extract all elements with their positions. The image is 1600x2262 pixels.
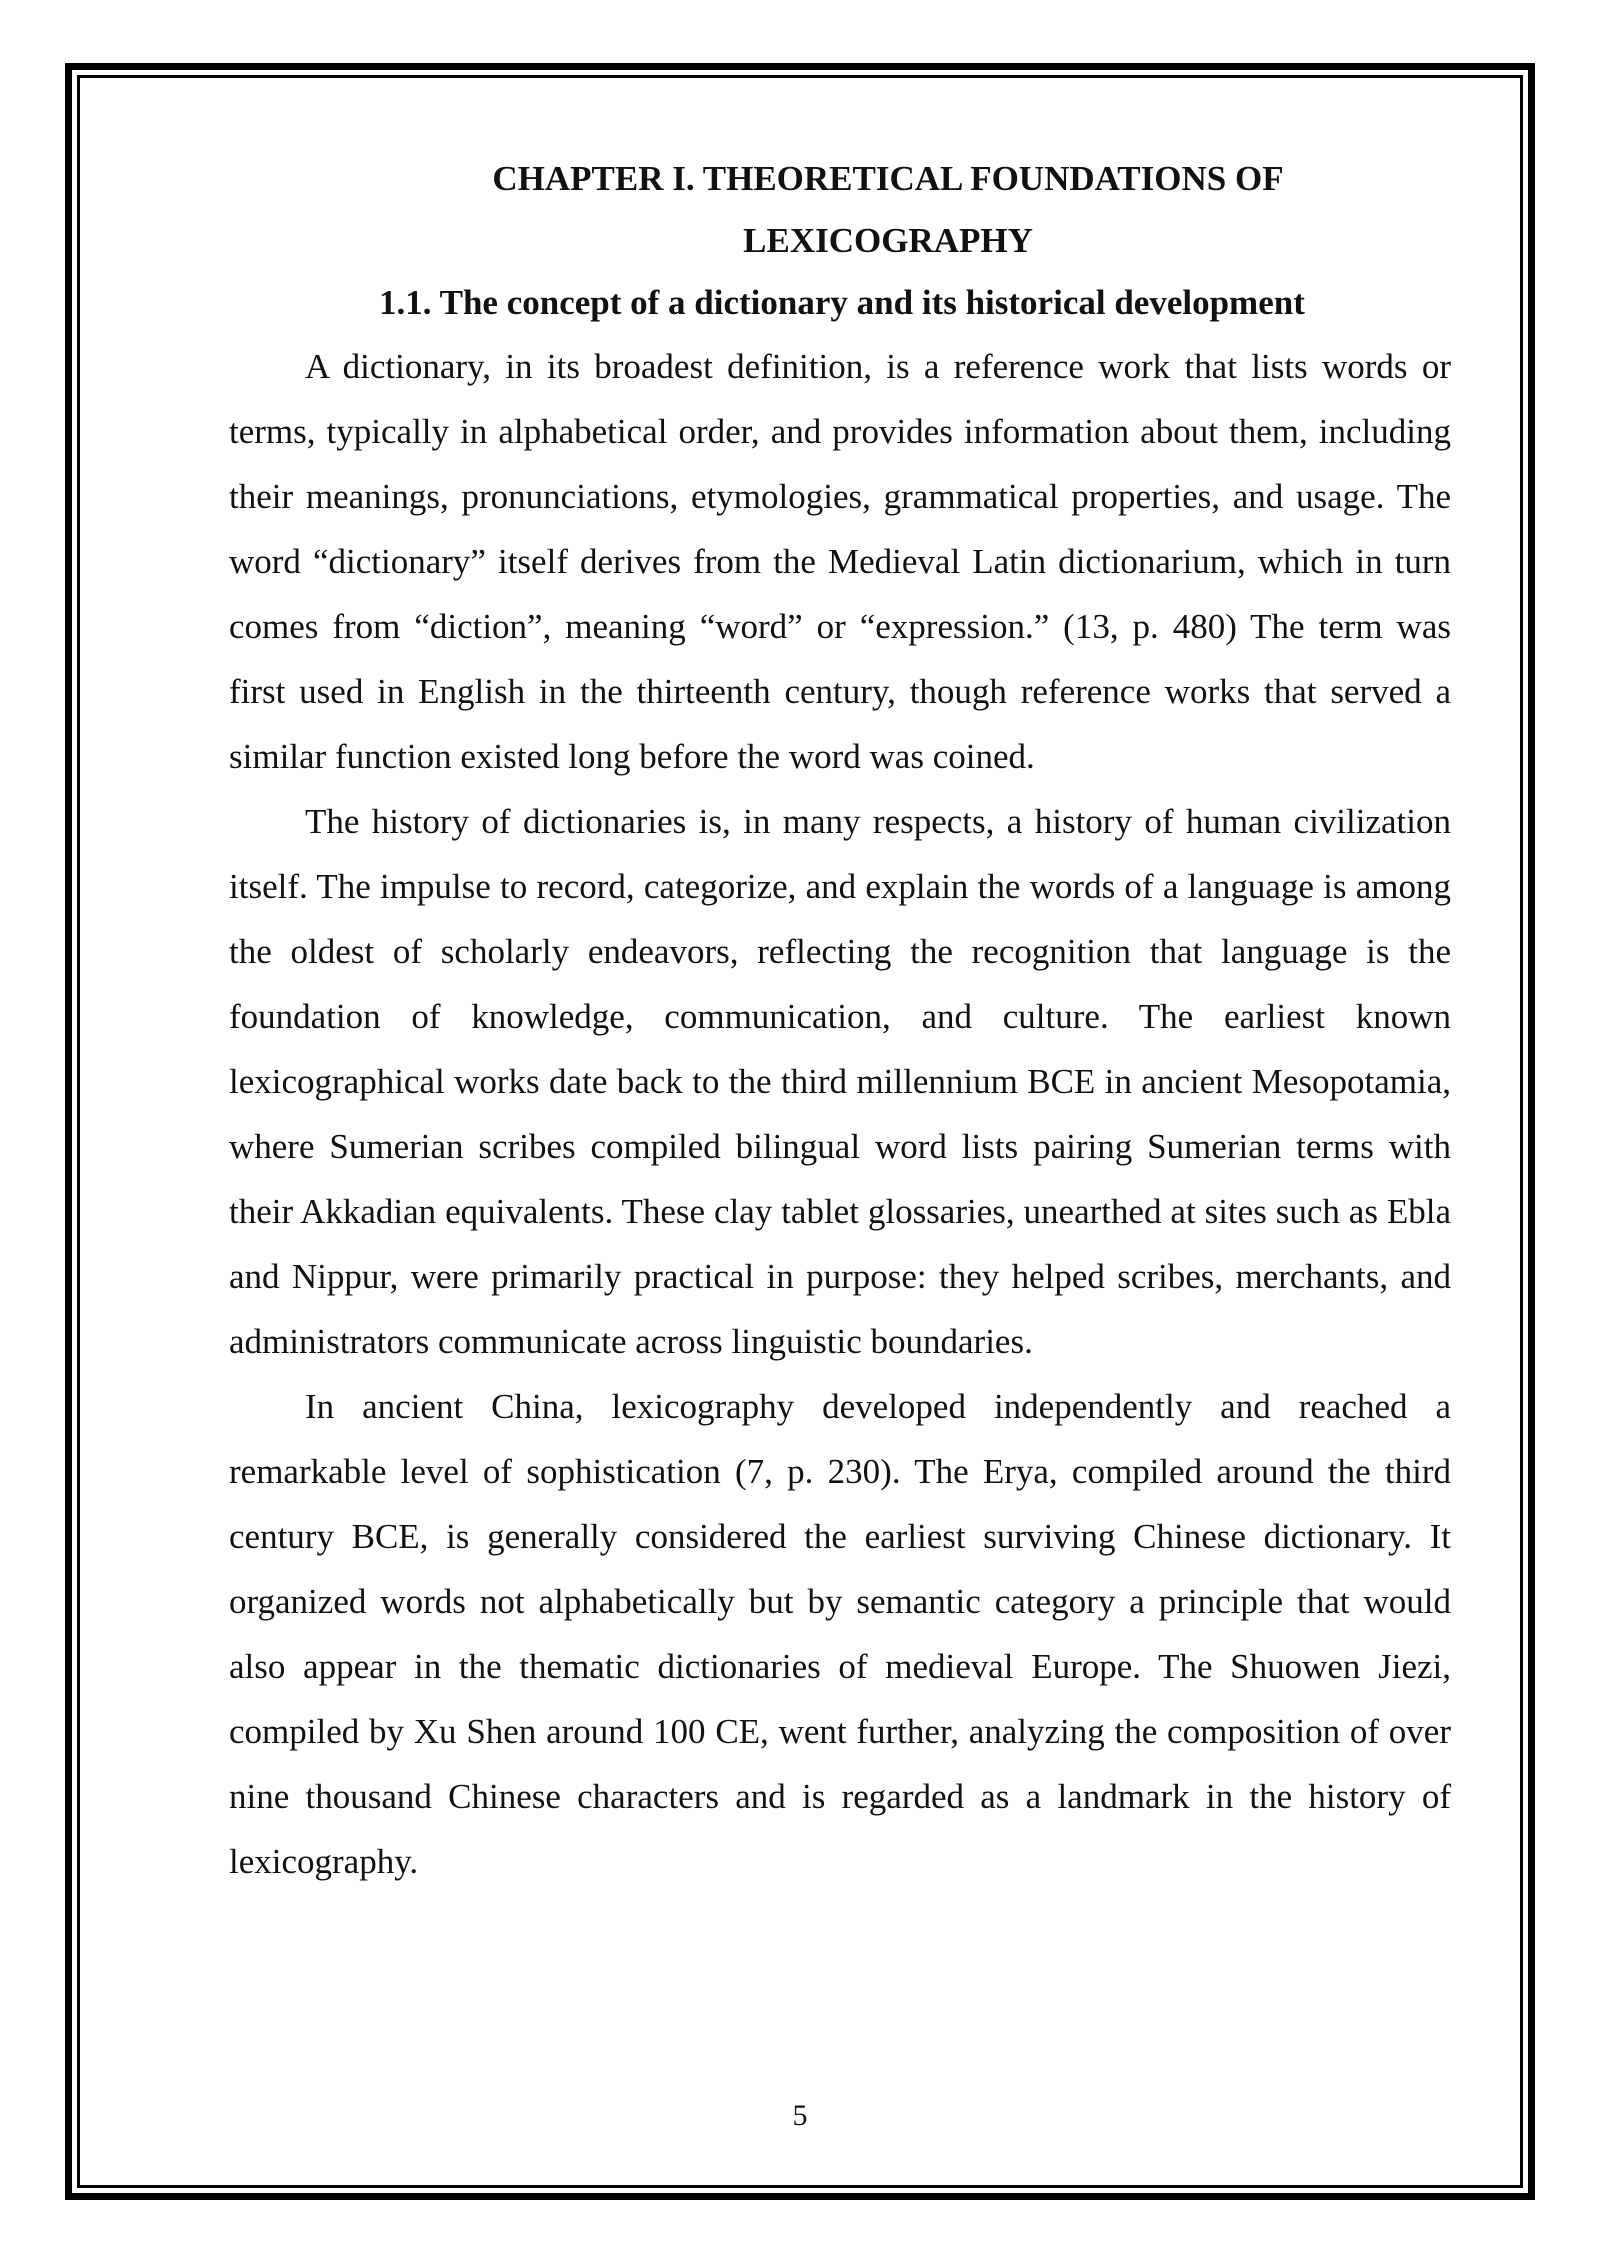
- paragraph-1: A dictionary, in its broadest definition, is a reference work that lists words or terms, typically in alphabetical order, and provides information about them, including their meanings, pronunciations, etymologies, grammatical properties, and usage. The word “dictionary” itself derives from the Medieval Latin dictionarium, which in turn comes from “diction”, meaning “word” or “expression.” (13, p. 480) The term was first used in English in the thirteenth century, though reference works that served a similar function existed long before the word was coined.: [229, 347, 1451, 776]
- page-content: [229, 148, 1451, 1894]
- page-number: 5: [792, 2099, 808, 2132]
- paragraph-3: In ancient China, lexicography developed independently and reached a remarkable level of sophistication (7, p. 230). The Erya, compiled around the third century BCE, is generally considered the earliest surviving Chinese dictionary. It organized words not alphabetically but by semantic category a principle that would also appear in the thematic dictionaries of medieval Europe. The Shuowen Jiezi, compiled by Xu Shen around 100 CE, went further, analyzing the composition of over nine thousand Chinese characters and is regarded as a landmark in the history of lexicography.: [229, 1387, 1451, 1881]
- chapter-title-line-1: CHAPTER I. THEORETICAL FOUNDATIONS OF: [492, 159, 1284, 198]
- chapter-title: [229, 148, 1451, 272]
- paragraph-2: The history of dictionaries is, in many respects, a history of human civilization itself. The impulse to record, categorize, and explain the words of a language is among the oldest of scholarly endeavors, reflecting the recognition that language is the foundation of knowledge, communication, and culture. The earliest known lexicographical works date back to the third millennium BCE in ancient Mesopotamia, where Sumerian scribes compiled bilingual word lists pairing Sumerian terms with their Akkadian equivalents. These clay tablet glossaries, unearthed at sites such as Ebla and Nippur, were primarily practical in purpose: they helped scribes, merchants, and administrators communicate across linguistic boundaries.: [229, 802, 1451, 1361]
- section-title: 1.1. The concept of a dictionary and its historical development: [379, 283, 1305, 322]
- chapter-title-line-2: LEXICOGRAPHY: [743, 221, 1033, 260]
